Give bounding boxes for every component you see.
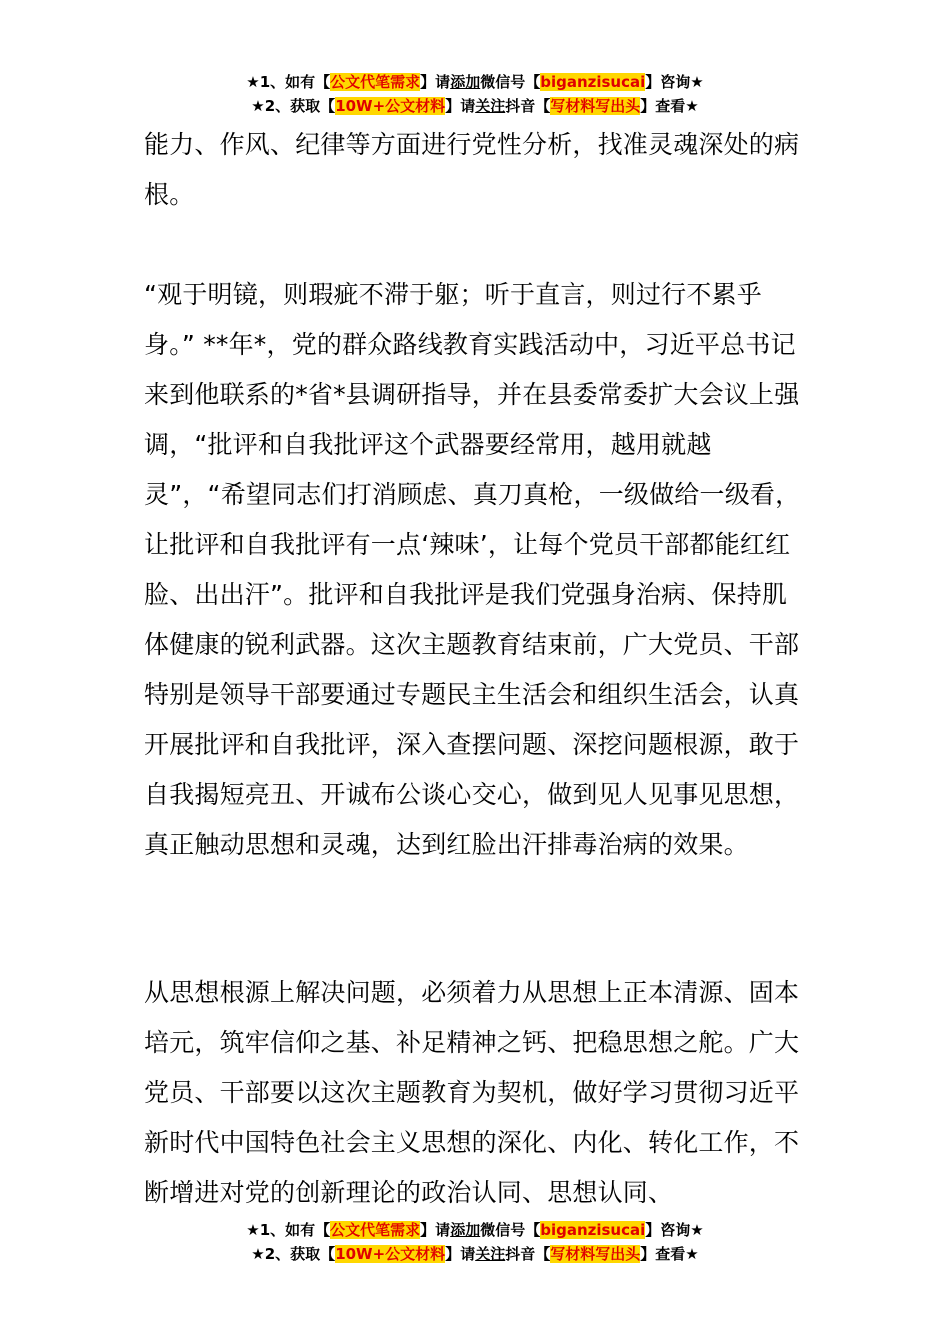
highlight-materials: 10W+公文材料 xyxy=(335,1245,446,1263)
document-body xyxy=(144,120,810,220)
highlight-douyin-id: 写材料写出头 xyxy=(550,1245,641,1263)
star-icon: ★ xyxy=(246,1221,260,1239)
header-banner xyxy=(0,70,950,118)
highlight-service: 公文代笔需求 xyxy=(330,73,421,91)
highlight-douyin-id: 写材料写出头 xyxy=(550,97,641,115)
paragraph-2: “观于明镜，则瑕疵不滞于躯；听于直言，则过行不累乎身。” **年*，党的群众路线教育实践活动中，习近平总书记来到他联系的*省*县调研指导，并在县委常委扩大会议上强调，“批评和自我批评这个武器要经常用，越用就越灵”，“希望同志们打消顾虑、真刀真枪，一级做给一级看，让批评和自我批评有一点‘辣味’，让每个党员干部都能红红脸、出出汗”。批评和自我批评是我们党强身治病、保持肌体健康的锐利武器。这次主题教育结束前，广大党员、干部特别是领导干部要通过专题民主生活会和组织生活会，认真开展批评和自我批评，深入查摆问题、深挖问题根源，敢于自我揭短亮丑、开诚布公谈心交心，做到见人见事见思想，真正触动思想和灵魂，达到红脸出汗排毒治病的效果。 xyxy=(144,280,801,859)
highlight-wechat-id: biganzisucai xyxy=(540,73,646,91)
banner-line-1: ★1、如有【公文代笔需求】请添加微信号【biganzisucai】咨询★ xyxy=(246,73,704,91)
highlight-materials: 10W+公文材料 xyxy=(335,97,446,115)
highlight-wechat-id: biganzisucai xyxy=(540,1221,646,1239)
highlight-service: 公文代笔需求 xyxy=(330,1221,421,1239)
footer-banner xyxy=(0,1218,950,1266)
star-icon: ★ xyxy=(251,97,265,115)
paragraph-3: 从思想根源上解决问题，必须着力从思想上正本清源、固本培元，筑牢信仰之基、补足精神之钙、把稳思想之舵。广大党员、干部要以这次主题教育为契机，做好学习贯彻习近平新时代中国特色社会主义思想的深化、内化、转化工作，不断增进对党的创新理论的政治认同、思想认同、 xyxy=(144,978,800,1207)
paragraph-1: 能力、作风、纪律等方面进行党性分析，找准灵魂深处的病根。 xyxy=(144,130,800,209)
document-body xyxy=(144,968,810,1218)
banner-line-2: ★2、获取【10W+公文材料】请关注抖音【写材料写出头】查看★ xyxy=(251,1245,699,1263)
banner-line-2: ★2、获取【10W+公文材料】请关注抖音【写材料写出头】查看★ xyxy=(251,97,699,115)
star-icon: ★ xyxy=(251,1245,265,1263)
document-body xyxy=(144,270,810,870)
banner-line-1: ★1、如有【公文代笔需求】请添加微信号【biganzisucai】咨询★ xyxy=(246,1221,704,1239)
star-icon: ★ xyxy=(246,73,260,91)
